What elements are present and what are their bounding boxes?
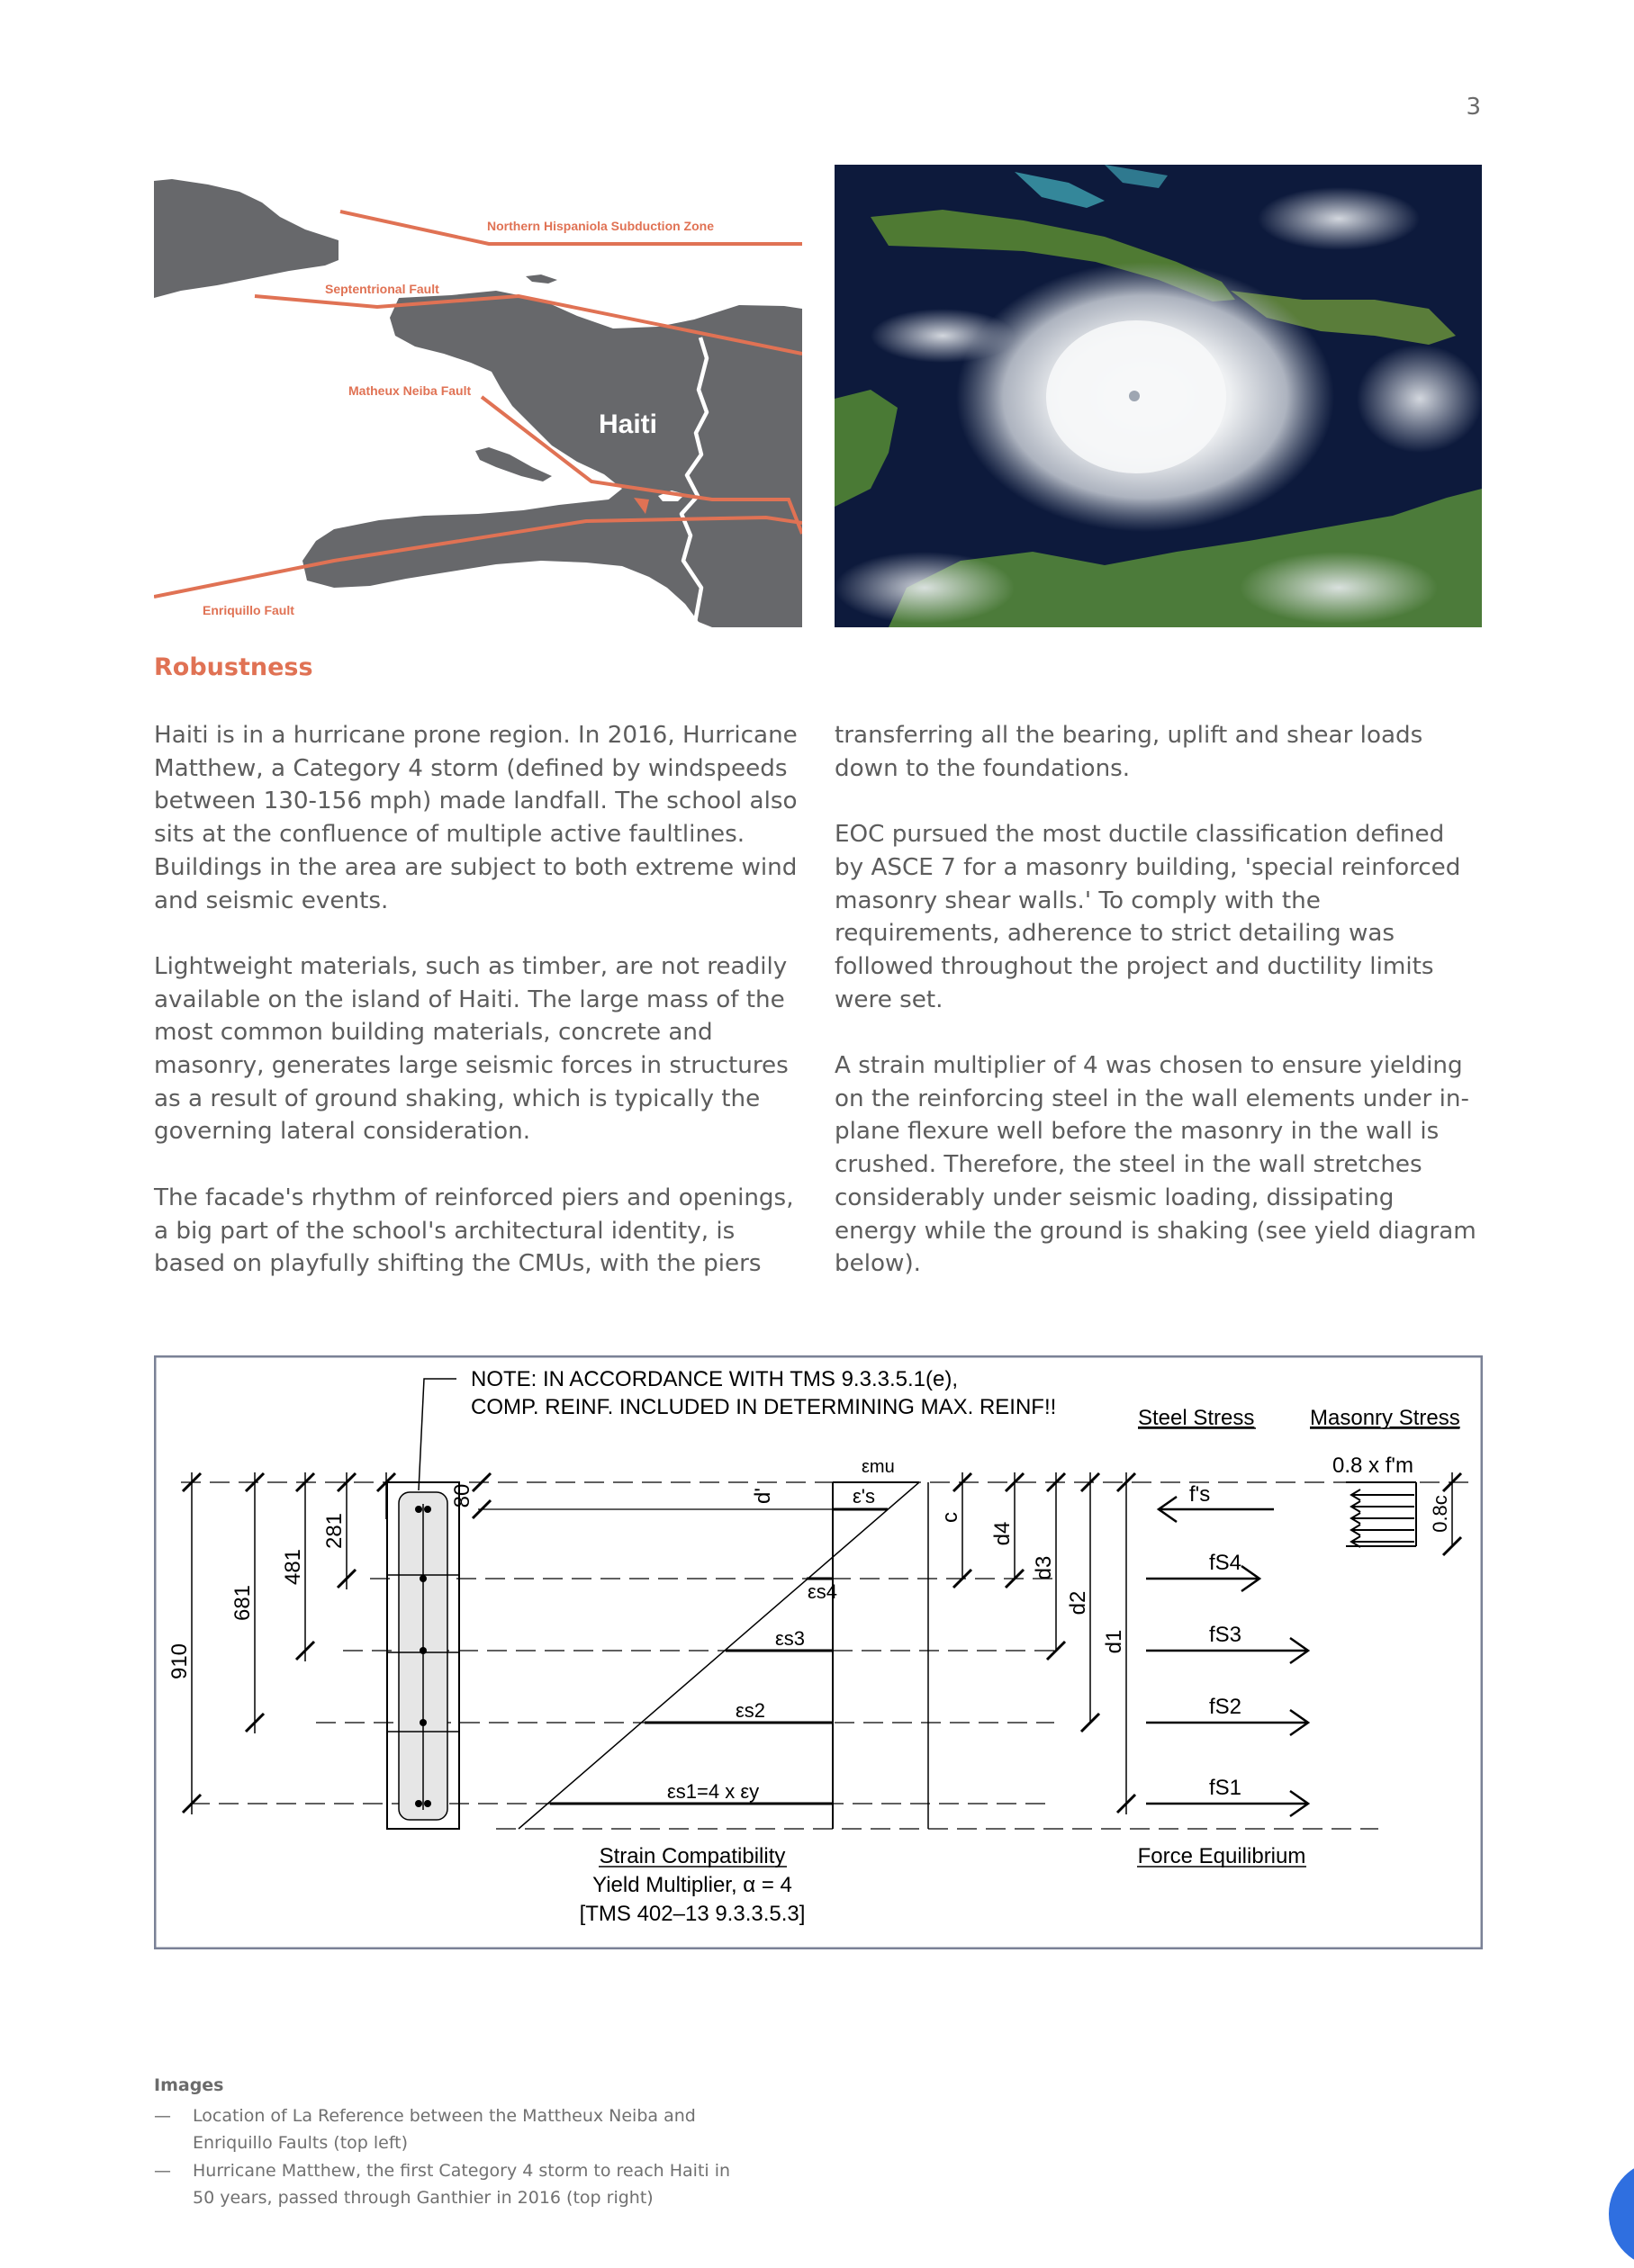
strain-es-prime: ε's	[853, 1485, 876, 1508]
force-fs1: fS1	[1209, 1776, 1242, 1800]
strain-es1: εs1=4 x εy	[667, 1780, 760, 1803]
dim-d2: d2	[1066, 1590, 1090, 1616]
strain-es3: εs3	[775, 1627, 806, 1650]
dim-681: 681	[230, 1584, 255, 1622]
masonry-stress-heading: Masonry Stress	[1310, 1406, 1460, 1430]
map-landmass-tortuga	[526, 274, 557, 284]
steel-stress-heading: Steel Stress	[1138, 1406, 1255, 1430]
label-haiti: Haiti	[599, 410, 658, 439]
caption-dash: —	[154, 2106, 171, 2126]
force-fs-prime: f's	[1189, 1482, 1211, 1507]
image-captions	[154, 2075, 874, 2212]
label-matheux-fault: Matheux Neiba Fault	[348, 383, 472, 398]
corner-badge[interactable]	[1609, 2160, 1634, 2268]
paragraph: A strain multiplier of 4 was chosen to ensure yielding on the reinforcing steel in the wall elements under in-plane flexure well before the masonry in the wall is crushed. Therefore, the steel in the wall stretches considerably under seismic loading, dissipating energy while the ground is shaking (see yield diagram below).	[835, 1052, 1476, 1278]
label-subduction-zone: Northern Hispaniola Subduction Zone	[487, 219, 714, 233]
dim-d4: d4	[990, 1521, 1015, 1546]
caption-line: Location of La Reference between the Mattheux Neiba and	[193, 2106, 696, 2126]
dim-d-prime: d'	[751, 1488, 775, 1504]
hurricane-eye	[1129, 391, 1140, 401]
label-enriquillo-fault: Enriquillo Fault	[203, 603, 294, 617]
cloud-band-2	[1258, 187, 1420, 250]
captions-title: Images	[154, 2075, 224, 2095]
right-text-column	[835, 719, 1478, 1314]
hurricane-satellite-image	[835, 165, 1482, 627]
map-landmass-cuba	[154, 179, 339, 298]
force-fs4: fS4	[1209, 1551, 1242, 1575]
map-landmass-hispaniola	[302, 291, 802, 627]
section-heading: Robustness	[154, 653, 313, 681]
strain-es4: εs4	[808, 1580, 838, 1603]
cloud-band-5	[1240, 552, 1438, 624]
dim-d1: d1	[1102, 1629, 1126, 1654]
strain-compatibility-label: Strain Compatibility	[599, 1844, 786, 1868]
left-text-column	[154, 719, 798, 1314]
label-septentrional-fault: Septentrional Fault	[325, 282, 439, 296]
tms-reference-label: [TMS 402–13 9.3.3.5.3]	[579, 1902, 806, 1926]
diagram-note-line-2: COMP. REINF. INCLUDED IN DETERMINING MAX. REINF!!	[471, 1395, 1057, 1419]
caption-line: 50 years, passed through Ganthier in 2016 (top right)	[193, 2188, 654, 2208]
caption-line: Enriquillo Faults (top left)	[193, 2133, 409, 2153]
caption-dash: —	[154, 2161, 171, 2181]
masonry-stress-value: 0.8 x f'm	[1332, 1454, 1413, 1478]
dim-0-8c: 0.8c	[1429, 1495, 1451, 1533]
strain-es2: εs2	[736, 1699, 766, 1722]
force-fs2: fS2	[1209, 1695, 1242, 1719]
dim-281: 281	[322, 1512, 347, 1550]
dim-910: 910	[167, 1642, 192, 1680]
strain-emu: εmu	[862, 1457, 895, 1477]
cloud-band-4	[835, 552, 1015, 624]
paragraph: Haiti is in a hurricane prone region. In 2016, Hurricane Matthew, a Category 4 storm (defined by windspeeds between 130-156 mph) made landfall. The school also sits at the confluence of multiple active faultlines. Buildings in the area are subject to both extreme wind and seismic events.	[154, 722, 798, 914]
yield-multiplier-label: Yield Multiplier, α = 4	[592, 1873, 792, 1897]
yield-diagram	[154, 1355, 1483, 1949]
paragraph: EOC pursued the most ductile classification defined by ASCE 7 for a masonry building, 'special reinforced masonry shear walls.' To comply with the requirements, adherence to strict detailing was followed throughout the project and ductility limits were set.	[835, 821, 1461, 1013]
dim-80: 80	[450, 1483, 474, 1508]
force-equilibrium-label: Force Equilibrium	[1137, 1844, 1306, 1868]
dim-c: c	[938, 1512, 962, 1523]
map-landmass-gonave	[475, 447, 552, 482]
caption-line: Hurricane Matthew, the first Category 4 storm to reach Haiti in	[193, 2161, 731, 2181]
page-number: 3	[1466, 94, 1481, 121]
paragraph: transferring all the bearing, uplift and shear loads down to the foundations.	[835, 722, 1423, 782]
fault-map-figure	[154, 165, 802, 627]
force-fs3: fS3	[1209, 1623, 1242, 1647]
dim-d3: d3	[1032, 1555, 1056, 1580]
caption-item	[154, 2102, 874, 2156]
paragraph: Lightweight materials, such as timber, are not readily available on the island of Haiti. The large mass of the most common building materials, concrete and masonry, generates large seismic forces in structures as a result of ground shaking, which is typically the governing lateral consideration.	[154, 952, 789, 1146]
dim-481: 481	[281, 1548, 305, 1586]
paragraph: The facade's rhythm of reinforced piers and openings, a big part of the school's architectural identity, is based on playfully shifting the CMUs, with the piers	[154, 1184, 794, 1278]
caption-item	[154, 2157, 874, 2211]
diagram-note-line-1: NOTE: IN ACCORDANCE WITH TMS 9.3.3.5.1(e),	[471, 1367, 958, 1391]
cloud-band-3	[1357, 345, 1482, 453]
